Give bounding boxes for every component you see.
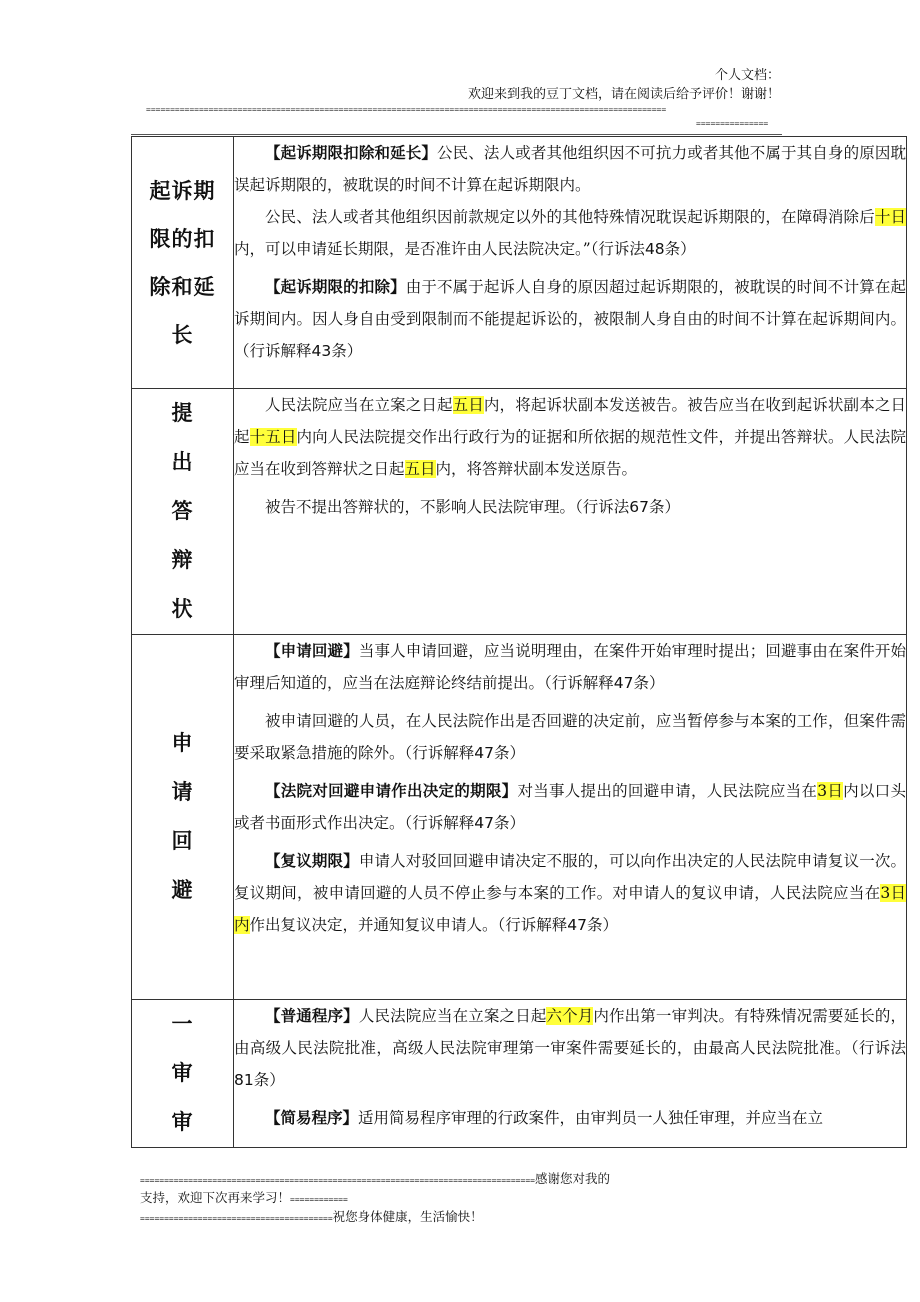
text-run: 47 <box>613 674 634 692</box>
paragraph <box>234 635 906 699</box>
row-label-cell <box>132 389 234 635</box>
footer-line-3 <box>140 1208 483 1228</box>
text-run: 条） <box>494 744 526 762</box>
paragraph <box>234 271 906 367</box>
paragraph <box>234 1000 906 1096</box>
text-run: 内，将起诉状副本发送被告。被告应当在收到起诉状副本之日起 <box>234 396 906 446</box>
text-run: 条） <box>494 814 526 832</box>
table-row <box>132 389 907 635</box>
text-run: 当事人申请回避，应当说明理由，在案件开始审理时提出；回避事由在案件开始审理后知道的，应当在法庭辩论终结前提出。（行诉解释 <box>234 642 906 692</box>
text-run: 条） <box>587 916 619 934</box>
table-row <box>132 635 907 1000</box>
paragraph <box>234 705 906 769</box>
highlighted-deadline: 十日 <box>874 208 906 226</box>
footer-separator: ================================================================================== <box>140 1176 535 1185</box>
text-run: 内，可以申请延长期限，是否准许由人民法院决定。”（行诉法 <box>234 240 645 258</box>
footer-wishes: 祝您身体健康，生活愉快！ <box>332 1209 483 1224</box>
paragraph <box>234 845 906 941</box>
highlighted-deadline: 十五日 <box>249 428 297 446</box>
text-run: 47 <box>474 744 494 762</box>
row-content <box>234 1000 907 1148</box>
footer-support: 支持，欢迎下次再来学习！ <box>140 1190 291 1205</box>
highlighted-deadline: 3日 <box>817 782 844 800</box>
header-personal-doc: 个人文档： <box>714 68 780 83</box>
deadline-table <box>131 136 907 1148</box>
footer-line-2 <box>140 1189 348 1209</box>
text-run: 条） <box>633 674 665 692</box>
row-content <box>234 635 907 1000</box>
footer-thanks: 感谢您对我的 <box>534 1171 610 1186</box>
row-label-cell <box>132 635 234 1000</box>
text-run: 作出复议决定，并通知复议申请人。（行诉解释 <box>249 916 568 934</box>
row-label-cell <box>132 1000 234 1148</box>
footer-separator: ============ <box>290 1195 348 1204</box>
paragraph <box>234 389 906 485</box>
paragraph <box>234 775 906 839</box>
text-run: 被告不提出答辩状的，不影响人民法院审理。（行诉法 <box>265 498 630 516</box>
text-run: 条） <box>649 498 681 516</box>
row-label-cell <box>132 137 234 389</box>
highlighted-deadline: 五日 <box>452 396 484 414</box>
paragraph <box>234 491 906 523</box>
row-label: 提出答辩状 <box>171 401 194 621</box>
text-run: 47 <box>567 916 588 934</box>
text-run: 人民法院应当在立案之日起 <box>358 1007 547 1025</box>
text-run: 67 <box>629 498 649 516</box>
text-run: 47 <box>474 814 494 832</box>
text-run: 人民法院应当在立案之日起 <box>265 396 453 414</box>
header-rule <box>131 134 782 135</box>
text-run: 条） <box>664 240 696 258</box>
table-row <box>132 1000 907 1148</box>
text-run: 适用简易程序审理的行政案件，由审判员一人独任审理，并应当在立 <box>358 1109 824 1127</box>
section-heading: 【起诉期限的扣除】 <box>265 278 406 296</box>
row-label: 起诉期限的扣除和延长 <box>149 178 216 347</box>
header-separator: ============================================================================================================ <box>146 105 667 114</box>
section-heading: 【法院对回避申请作出决定的期限】 <box>265 782 518 800</box>
section-heading: 【简易程序】 <box>265 1109 359 1127</box>
paragraph <box>234 1102 906 1134</box>
paragraph <box>234 201 906 265</box>
highlighted-deadline: 五日 <box>404 460 436 478</box>
text-run: 条） <box>331 342 363 360</box>
section-heading: 【起诉期限扣除和延长】 <box>265 144 438 162</box>
text-run: 由于不属于起诉人自身的原因超过起诉期限的，被耽误的时间不计算在起诉期间内。因人身自由受到限制而不能提起诉讼的，被限制人身自由的时间不计算在起诉期间内。（行诉解释 <box>234 278 906 360</box>
section-heading: 【申请回避】 <box>265 642 359 660</box>
text-run: 被申请回避的人员，在人民法院作出是否回避的决定前，应当暂停参与本案的工作，但案件需要采取紧急措施的除外。（行诉解释 <box>234 712 906 762</box>
highlighted-deadline: 3日内 <box>234 884 906 934</box>
paragraph <box>234 137 906 201</box>
text-run: 对当事人提出的回避申请，人民法院应当在 <box>517 782 818 800</box>
footer-line-1 <box>140 1170 610 1190</box>
footer-separator: ======================================== <box>140 1214 333 1223</box>
text-run: 内作出第一审判决。有特殊情况需要延长的，由高级人民法院批准，高级人民法院审理第一审案件需要延长的，由最高人民法院批准。（行诉法 <box>234 1007 906 1057</box>
section-heading: 【普通程序】 <box>265 1007 359 1025</box>
row-label: 一审审 <box>171 1012 194 1134</box>
text-run: 公民、法人或者其他组织因前款规定以外的其他特殊情况耽误起诉期限的，在障碍消除后 <box>265 208 875 226</box>
header-welcome: 欢迎来到我的豆丁文档，请在阅读后给予评价！谢谢！ <box>467 87 780 102</box>
header-separator-tail: =============== <box>696 119 769 128</box>
text-run: 内向人民法院提交作出行政行为的证据和所依据的规范性文件，并提出答辩状。人民法院应当在收到答辩状之日起 <box>234 428 906 478</box>
text-run: 43 <box>311 342 332 360</box>
row-content <box>234 137 907 389</box>
text-run: 条） <box>253 1071 285 1089</box>
row-content <box>234 389 907 635</box>
text-run: 公民、法人或者其他组织因不可抗力或者其他不属于其自身的原因耽误起诉期限的，被耽误的时间不计算在起诉期限内。 <box>234 144 906 194</box>
table-row <box>132 137 907 389</box>
text-run: 内以口头或者书面形式作出决定。（行诉解释 <box>234 782 906 832</box>
text-run: 81 <box>234 1071 254 1089</box>
text-run: 48 <box>644 240 665 258</box>
text-run: 内，将答辩状副本发送原告。 <box>435 460 638 478</box>
row-label: 申请回避 <box>171 731 194 902</box>
text-run: 申请人对驳回回避申请决定不服的，可以向作出决定的人民法院申请复议一次。复议期间，被申请回避的人员不停止参与本案的工作。对申请人的复议申请，人民法院应当在 <box>234 852 906 902</box>
section-heading: 【复议期限】 <box>265 852 359 870</box>
highlighted-deadline: 六个月 <box>546 1007 594 1025</box>
